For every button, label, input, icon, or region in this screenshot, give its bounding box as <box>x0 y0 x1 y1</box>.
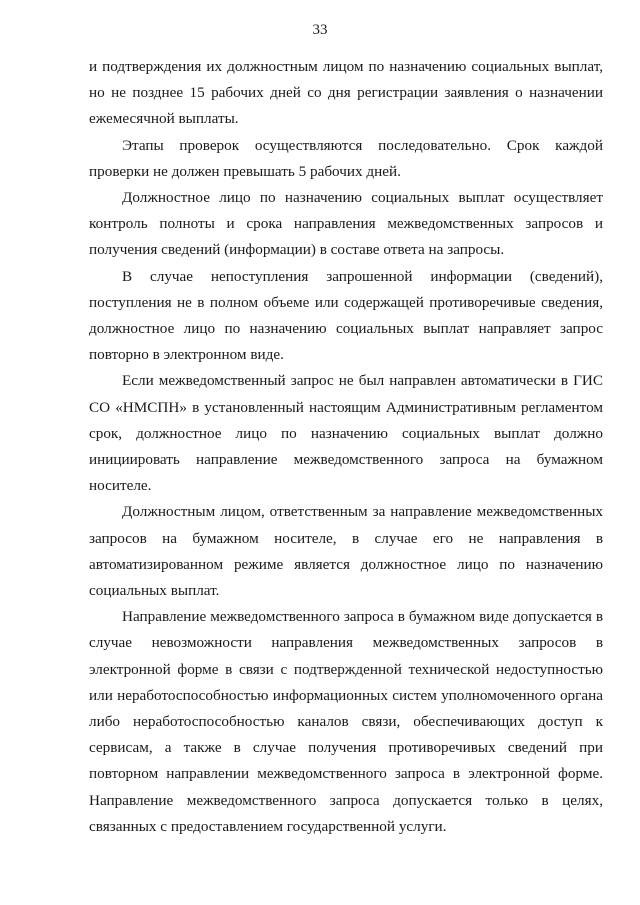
paragraph-continuation: и подтверждения их должностным лицом по назначению социальных выплат, но не позднее 15 рабочих дней со дня регистрации заявления о назначении ежемесячной выплаты. <box>89 58 603 128</box>
page-number: 33 <box>312 22 328 38</box>
document-body <box>89 54 603 840</box>
paragraph-repeat-request: В случае непоступления запрошенной информации (сведений), поступления не в полном объеме или содержащей противоречивые сведения, должностное лицо по назначению социальных выплат направляет запрос повторно в электронном виде. <box>89 267 603 364</box>
paragraph-verification-stages: Этапы проверок осуществляются последовательно. Срок каждой проверки не должен превышать 5 рабочих дней. <box>89 136 603 180</box>
paragraph-paper-request-conditions: Направление межведомственного запроса в бумажном виде допускается в случае невозможности направления межведомственных запросов в электронной форме в связи с подтвержденной технической недоступностью или неработоспособностью информационных систем уполномоченного органа либо неработоспособностью каналов связи, обеспечивающих доступ к сервисам, а также в случае получения противоречивых сведений при повторном направлении межведомственного запроса в электронной форме. Направление межведомственного запроса допускается только в целях, связанных с предоставлением государственной услуги. <box>89 608 603 835</box>
paragraph-responsible-official: Должностным лицом, ответственным за направление межведомственных запросов на бумажном носителе, в случае его не направления в автоматизированном режиме является должностное лицо по назначению социальных выплат. <box>89 503 603 600</box>
paragraph-paper-request-initiation: Если межведомственный запрос не был направлен автоматически в ГИС СО «НМСПН» в установленный настоящим Административным регламентом срок, должностное лицо по назначению социальных выплат должно инициировать направление межведомственного запроса на бумажном носителе. <box>89 372 603 495</box>
paragraph-control: Должностное лицо по назначению социальных выплат осуществляет контроль полноты и срока направления межведомственных запросов и получения сведений (информации) в составе ответа на запросы. <box>89 189 603 259</box>
